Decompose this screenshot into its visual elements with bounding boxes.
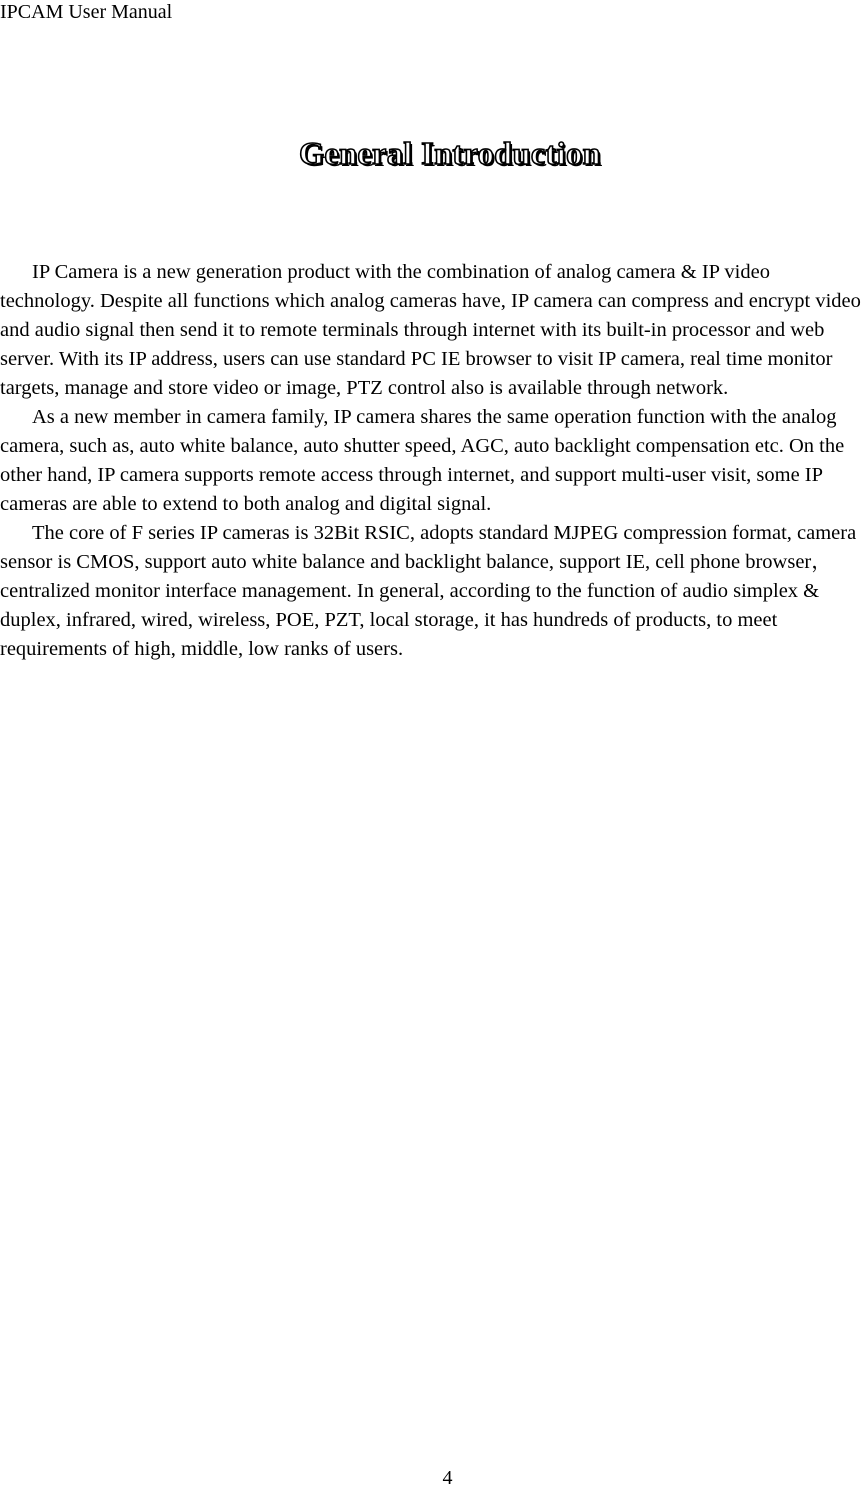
paragraph-ip-camera-intro: IP Camera is a new generation product with the combination of analog camera & IP video technology. Despite all functions which analog cameras have, IP camera can compress and encrypt video and audio signal then send it to remote terminals through internet with its built-in processor and web server. With its IP address, users can use standard PC IE browser to visit IP camera, real time monitor targets, manage and store video or image, PTZ control also is available through network. [0,261,861,399]
page-title [0,133,865,173]
body-text [0,258,865,664]
page-number: 4 [442,1467,453,1489]
paragraph-f-series-core: The core of F series IP cameras is 32Bit RSIC, adopts standard MJPEG compression format, camera sensor is CMOS, support auto white balance and backlight balance, support IE, cell phone browser， centralized monitor interface management. In general, according to the function of audio simplex & duplex, infrared, wired, wireless, POE, PZT, local storage, it has hundreds of products, to meet requirements of high, middle, low ranks of users. [0,522,857,660]
running-header: IPCAM User Manual [0,1,173,23]
page-title-text: General Introduction [299,135,601,171]
paragraph-camera-family: As a new member in camera family, IP camera shares the same operation function with the analog camera, such as, auto white balance, auto shutter speed, AGC, auto backlight compensation etc. On the other hand, IP camera supports remote access through internet, and support multi-user visit, some IP cameras are able to extend to both analog and digital signal. [0,406,845,515]
